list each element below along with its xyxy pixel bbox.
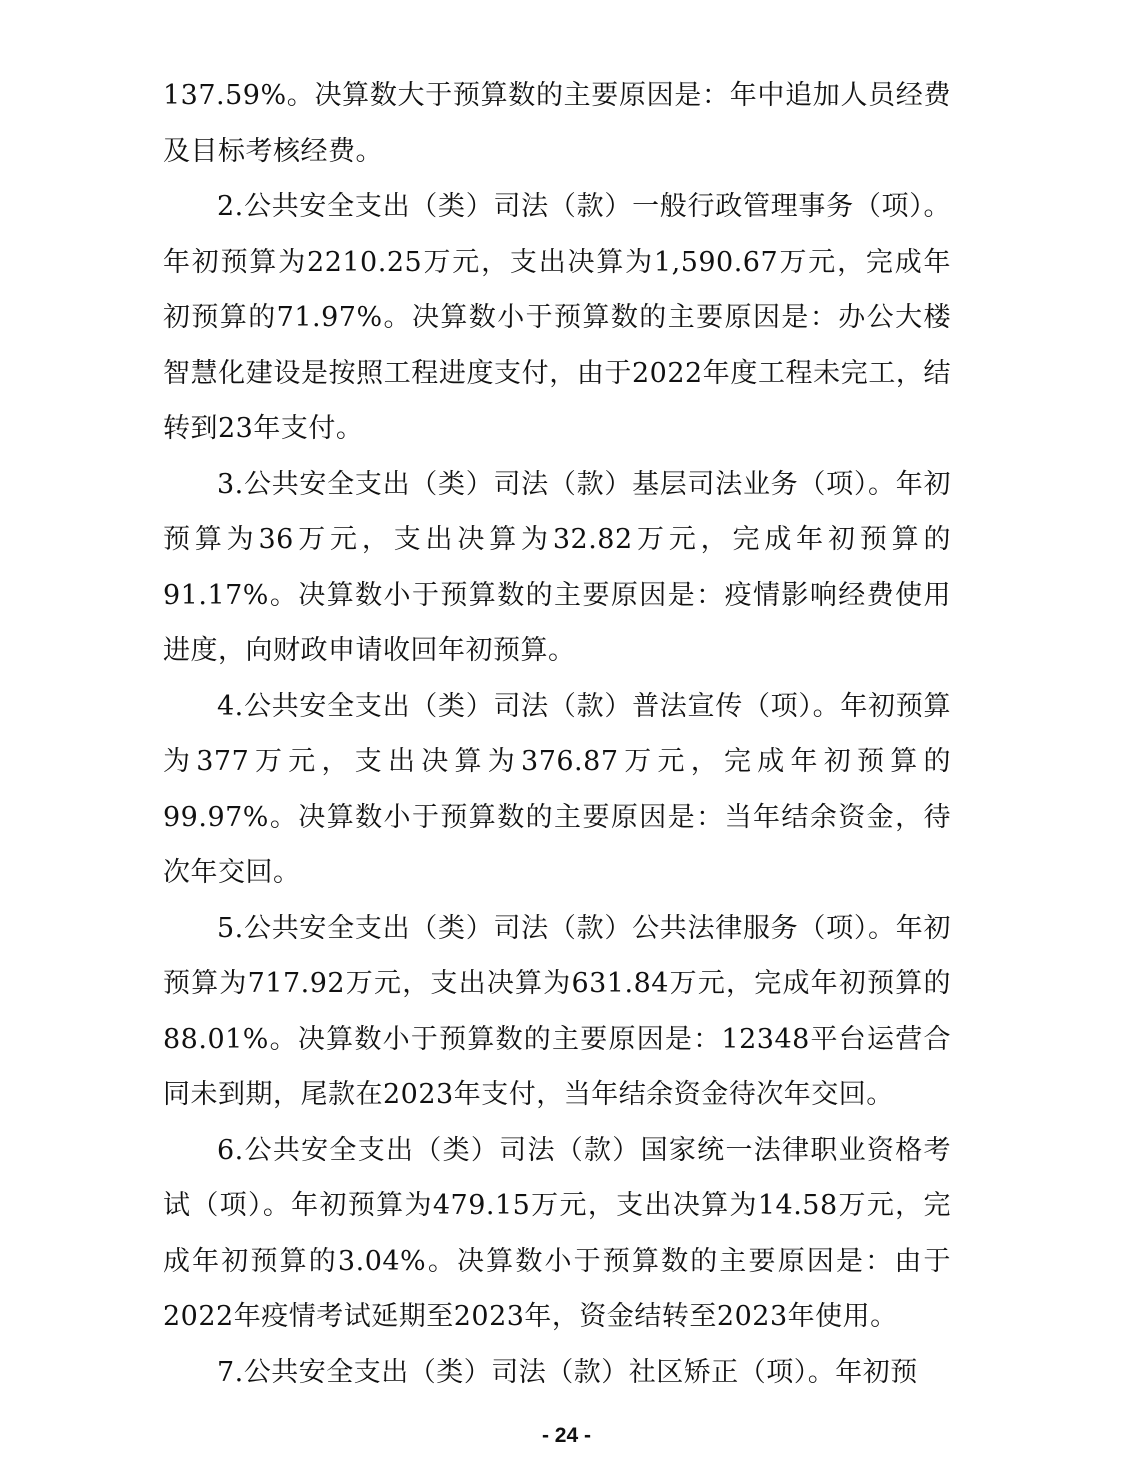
paragraph-4: 4.公共安全支出（类）司法（款）普法宣传（项）。年初预算为377万元，支出决算为376.87万元，完成年初预算的99.97%。决算数小于预算数的主要原因是：当年结余资金，待次年交回。 [163, 690, 951, 888]
page-number: - 24 - [541, 1424, 591, 1447]
paragraph-7: 7.公共安全支出（类）司法（款）社区矫正（项）。年初预 [217, 1356, 918, 1388]
body-text [163, 68, 951, 1400]
paragraph-3: 3.公共安全支出（类）司法（款）基层司法业务（项）。年初预算为36万元，支出决算为32.82万元，完成年初预算的91.17%。决算数小于预算数的主要原因是：疫情影响经费使用进度，向财政申请收回年初预算。 [163, 468, 951, 666]
paragraph-6: 6.公共安全支出（类）司法（款）国家统一法律职业资格考试（项）。年初预算为479.15万元，支出决算为14.58万元，完成年初预算的3.04%。决算数小于预算数的主要原因是：由于2022年疫情考试延期至2023年，资金结转至2023年使用。 [163, 1134, 951, 1332]
paragraph-5: 5.公共安全支出（类）司法（款）公共法律服务（项）。年初预算为717.92万元，支出决算为631.84万元，完成年初预算的88.01%。决算数小于预算数的主要原因是：12348平台运营合同未到期，尾款在2023年支付，当年结余资金待次年交回。 [163, 912, 951, 1110]
paragraph-2: 2.公共安全支出（类）司法（款）一般行政管理事务（项）。年初预算为2210.25万元，支出决算为1,590.67万元，完成年初预算的71.97%。决算数小于预算数的主要原因是：办公大楼智慧化建设是按照工程进度支付，由于2022年度工程未完工，结转到23年支付。 [163, 191, 951, 444]
paragraph-1: 137.59%。决算数大于预算数的主要原因是：年中追加人员经费及目标考核经费。 [163, 80, 951, 167]
